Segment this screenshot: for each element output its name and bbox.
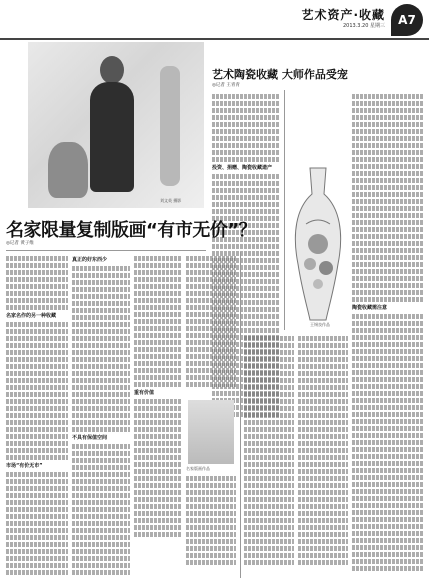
header-rule — [0, 38, 429, 40]
page-number-badge: A7 — [391, 4, 423, 36]
main-byline: ◎记者 黄子维 — [6, 241, 34, 246]
figure-body — [90, 82, 134, 192]
thumbnail-caption: 名家版画作品 — [186, 466, 210, 471]
main-subhead-4: 不具有保值空间 — [72, 435, 108, 441]
main-article-col-1 — [6, 254, 68, 576]
main-article-col-3 — [134, 254, 182, 576]
side-article-col-2 — [352, 92, 424, 572]
vase-icon — [288, 164, 348, 324]
headline-rule — [6, 250, 206, 251]
issue-date: 2013.3.20 星期三 — [342, 23, 385, 29]
vase-illustration — [288, 164, 348, 324]
photo-caption: 刘文英 摄影 — [160, 198, 182, 203]
main-article-col-4b — [186, 474, 236, 576]
figure-head — [100, 56, 124, 84]
side-subhead-1: 投资、捐赠、陶瓷收藏遗产 — [212, 165, 273, 171]
main-subhead-5: 重有价值 — [134, 390, 155, 396]
woman-photo — [28, 42, 204, 208]
page-header — [0, 0, 429, 40]
section-title: 艺术资产·收藏 — [301, 8, 385, 22]
main-subhead-2: 市场“有价无市” — [6, 463, 43, 469]
main-article-col-4 — [186, 254, 236, 396]
main-article-col-2 — [72, 254, 130, 576]
photo-vase-shape — [48, 142, 88, 198]
main-subhead-3: 真正的好东西少 — [72, 257, 108, 263]
side-article-col-4 — [298, 334, 348, 576]
column-divider — [284, 90, 285, 330]
main-headline: 名家限量复制版画“有市无价”？ — [6, 220, 257, 241]
side-article-headline: 艺术陶瓷收藏 大师作品受宠 — [212, 68, 348, 81]
side-article-byline: ◎记者 王青青 — [212, 83, 240, 88]
vase-caption: 王锡良作品 — [310, 322, 330, 327]
side-subhead-2: 陶瓷收藏需注意 — [352, 305, 388, 311]
print-artwork-thumbnail — [188, 400, 234, 464]
main-subhead-1: 名家名作的另一种收藏 — [6, 313, 57, 319]
section-divider — [240, 252, 241, 578]
lamp-shape — [160, 66, 180, 186]
side-article-col-3 — [244, 334, 294, 576]
